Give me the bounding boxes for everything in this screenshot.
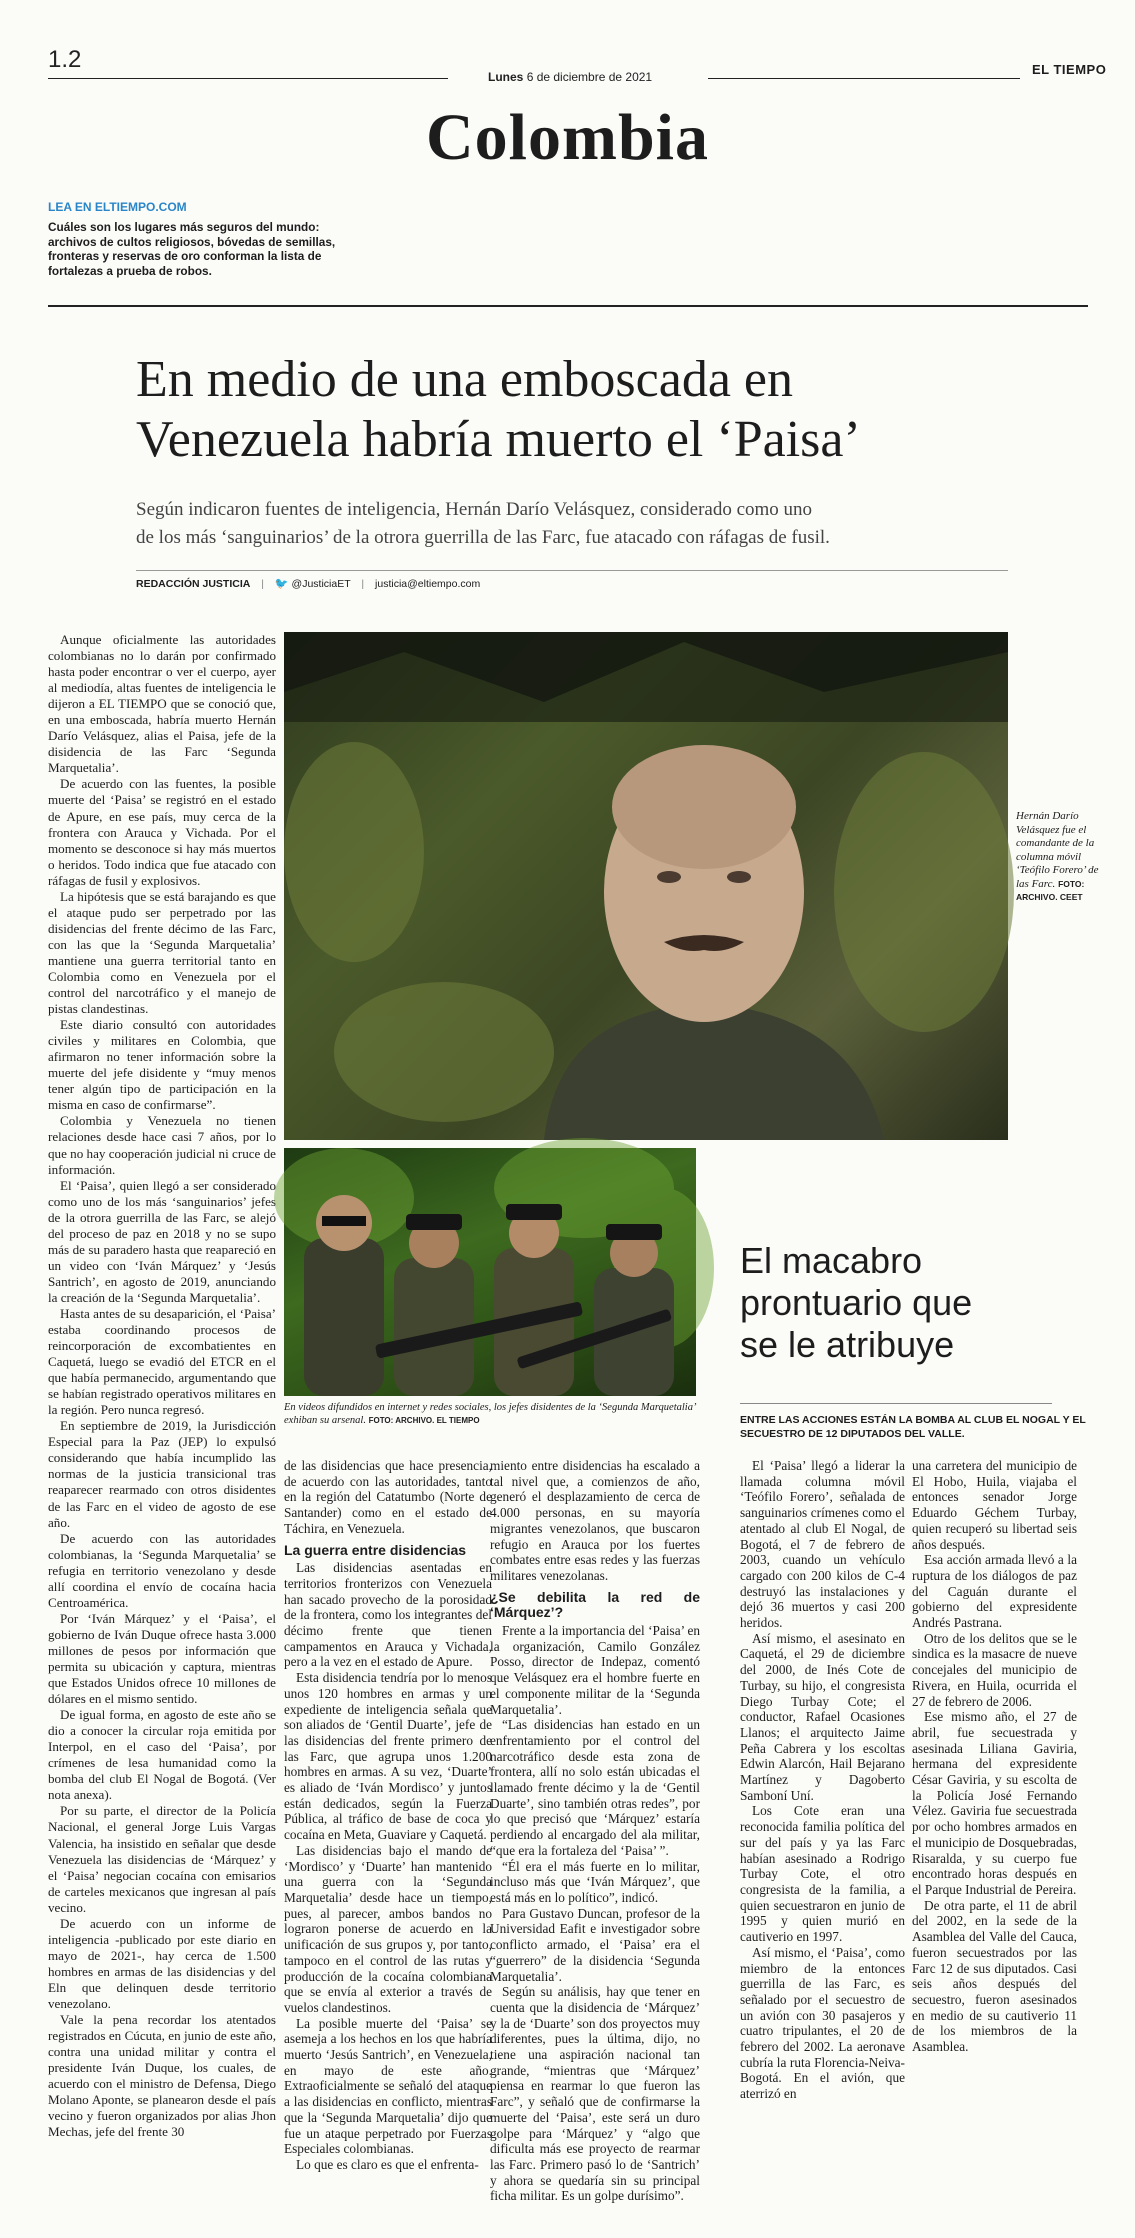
paragraph: Esa acción armada llevó a la ruptura de los diálogos de paz del Caguán durante el gobierno del expresidente Andrés Pastrana. xyxy=(912,1552,1077,1631)
header-date xyxy=(488,70,652,84)
photo1-caption xyxy=(1016,810,1106,905)
portrait-photo xyxy=(284,632,1008,1140)
paragraph: una carretera del municipio de El Hobo, Huila, viajaba el entonces senador Jorge Eduardo Géchem Turbay, quien recuperó su libertad seis años después. xyxy=(912,1458,1077,1552)
deck-line-1: Según indicaron fuentes de inteligencia, Hernán Darío Velásquez, considerado como uno xyxy=(136,499,813,520)
deck-line-2: de los más ‘sanguinarios’ de la otrora guerrilla de las Farc, fue atacado con ráfagas de fusil. xyxy=(136,527,830,548)
article-column-3 xyxy=(490,1458,700,2204)
paragraph: “Las disidencias han estado en un enfrentamiento por el control del narcotráfico desde esta zona de frontera, allí no solo están ubicadas el llamado frente décimo y la de ‘Gentil Duarte’, sino también otras redes”, por lo que precisó que ‘Márquez’ estaría perdiendo al encargado del ala militar, “que era la fortaleza del ‘Paisa’ ”. xyxy=(490,1717,700,1858)
paragraph: Ese mismo año, el 27 de abril, fue secuestrada y asesinada Liliana Gaviria, hermana del expresidente César Gaviria, y su escolta de la Policía José Fernando Vélez. Gaviria fue secuestrada por ocho hombres armados en el municipio de Dosquebradas, Risaralda, y su cuerpo fue encontrado horas después en el Parque Industrial de Pereira. xyxy=(912,1709,1077,1897)
article-column-2 xyxy=(284,1458,492,2172)
paragraph: Según su análisis, hay que tener en cuenta que la disidencia de ‘Márquez’ y la de ‘Duarte’ son dos proyectos muy diferentes, pues la última, dijo, no tiene una aspiración nacional tan grande, “mientras que ‘Márquez’ piensa en rearmar lo que fueron las Farc”, y señaló que de confirmarse la muerte del ‘Paisa’, este será un duro golpe para ‘Márquez’ y “algo que dificulta más ese proyecto de rearmar las Farc. Primero pasó lo de ‘Santrich’ y ahora se quedaría sin su principal ficha militar. Es un golpe durísimo”. xyxy=(490,1984,700,2204)
paragraph: Para Gustavo Duncan, profesor de la Universidad Eafit e investigador sobre conflicto armado, el ‘Paisa’ era el “guerrero” de la disidencia ‘Segunda Marquetalia’. xyxy=(490,1905,700,1984)
paragraph: Así mismo, el asesinato en Caquetá, el 29 de diciembre del 2000, de Inés Cote de Turbay, su hijo, el congresista Diego Turbay Cote; el conductor, Rafael Ocasiones Llanos; el arquitecto Jaime Peña Cabrera y los escoltas Edwin Alarcón, Hail Bejarano Martínez y Dagoberto Samboní Uní. xyxy=(740,1630,905,1803)
headline-line-1: En medio de una emboscada en xyxy=(136,351,793,408)
byline: REDACCIÓN JUSTICIA xyxy=(136,578,251,590)
photo1-caption-text: Hernán Darío Velásquez fue el comandante de la columna móvil ‘Teófilo Forero’ de las Farc. xyxy=(1016,810,1099,890)
paragraph: Por ‘Iván Márquez’ y el ‘Paisa’, el gobierno de Iván Duque ofrece hasta 3.000 millones de pesos por información que permita su ubicación y captura, mientras que Estados Unidos ofrece 10 millones de dólares en el mismo sentido. xyxy=(48,1610,276,1707)
photo1-credit: FOTO: ARCHIVO. CEET xyxy=(1016,878,1085,902)
paragraph: La hipótesis que se está barajando es que el ataque pudo ser perpetrado por las disidencias del frente décimo de las Farc, con las que la ‘Segunda Marquetalia’ mantiene una guerra territorial tanto en Colombia como en Venezuela por el control del narcotráfico y el manejo de pistas clandestinas. xyxy=(48,888,276,1017)
paragraph: Aunque oficialmente las autoridades colombianas no lo darán por confirmado hasta poder encontrar o ver el cuerpo, ayer al mediodía, altas fuentes de inteligencia le dijeron a EL TIEMPO que se conoció que, en una emboscada, habría muerto Hernán Darío Velásquez, alias el Paisa, jefe de la disidencia de las Farc ‘Segunda Marquetalia’. xyxy=(48,632,276,776)
paragraph: Los Cote eran una reconocida familia política del sur del país y ya las Farc habían asesinado a Rodrigo Turbay Cote, el otro congresista de la familia, a quien secuestraron en junio de 1995 y quien murió en cautiverio en 1997. xyxy=(740,1803,905,1945)
brand-logo: EL TIEMPO xyxy=(1032,62,1107,77)
portrait-illustration xyxy=(284,632,1008,1140)
armed-group-photo xyxy=(284,1148,696,1396)
paragraph: Colombia y Venezuela no tienen relaciones desde hace casi 7 años, por lo que no hay cooperación judicial ni cruce de información. xyxy=(48,1113,276,1177)
top-divider xyxy=(48,305,1088,307)
email-link[interactable]: justicia@eltiempo.com xyxy=(375,578,481,590)
section-title: Colombia xyxy=(425,101,710,174)
header-day: Lunes xyxy=(488,70,524,84)
header-rule-left xyxy=(48,78,448,79)
sidebar-column-b xyxy=(912,1458,1077,2158)
paragraph: De acuerdo con un informe de inteligencia -publicado por este diario en mayo de 2021-, hay cerca de 1.500 hombres en armas de las disidencias y del Eln que delinquen desde territorio venezolano. xyxy=(48,1915,276,2011)
photo2-credit: FOTO: ARCHIVO. EL TIEMPO xyxy=(368,1416,480,1425)
sidebar-rule xyxy=(740,1403,1052,1404)
sidebar-kicker: ENTRE LAS ACCIONES ESTÁN LA BOMBA AL CLUB EL NOGAL Y EL SECUESTRO DE 12 DIPUTADOS DEL VALLE. xyxy=(740,1414,1086,1440)
paragraph: Las disidencias asentadas en territorios fronterizos con Venezuela han sacado provecho de la porosidad de la frontera, como los integrantes del décimo frente que tienen campamentos en Arauca y Vichada, pero a la vez en el estado de Apure. xyxy=(284,1560,492,1670)
paragraph: Otro de los delitos que se le sindica es la masacre de nueve concejales del municipio de Rivera, en Huila, ocurrida el 27 de febrero de 2006. xyxy=(912,1630,1077,1709)
sidebar-column-a xyxy=(740,1458,905,2158)
paragraph: “Él era el más fuerte en lo militar, incluso más que ‘Iván Márquez’, que está más en lo político”, indicó. xyxy=(490,1858,700,1905)
paragraph: De acuerdo con las fuentes, la posible muerte del ‘Paisa’ se registró en el estado de Apure, en ese país, muy cerca de la frontera con Arauca y Vichada. Por el momento se desconoce si hay más muertos o heridos. Todo indica que fue atacado con ráfagas de fusil y explosivos. xyxy=(48,776,276,888)
paragraph: Frente a la importancia del ‘Paisa’ en la organización, Camilo González Posso, director de Indepaz, comentó que Velásquez era el hombre fuerte en el componente militar de la ‘Segunda Marquetalia’. xyxy=(490,1623,700,1717)
photo2-caption-text: En videos difundidos en internet y redes sociales, los jefes disidentes de la ‘Segunda Marquetalia’ exhiban su arsenal. xyxy=(284,1402,696,1426)
twitter-handle[interactable]: @JusticiaET xyxy=(291,578,351,590)
twitter-icon: 🐦 xyxy=(274,578,289,590)
page-number: 1.2 xyxy=(48,46,82,73)
paragraph: El ‘Paisa’ llegó a liderar la llamada columna móvil ‘Teófilo Forero’, señalada de sanguinarios crímenes como el atentado al club El Nogal, de Bogotá, el 7 de febrero de 2003, cuando un vehículo cargado con 200 kilos de C-4 destruyó las instalaciones y dejó 36 muertos y casi 200 heridos. xyxy=(740,1458,905,1631)
paragraph: Este diario consultó con autoridades civiles y militares en Colombia, que afirmaron no tener información sobre la muerte del jefe disidente y “muy menos tener algún tipo de participación en la misma en caso de confirmarse”. xyxy=(48,1017,276,1113)
paragraph: Así mismo, el ‘Paisa’, como miembro de la entonces guerrilla de las Farc, es señalado por el secuestro de un avión con 30 pasajeros y cuatro tripulantes, el 20 de febrero del 2002. La aeronave cubría la ruta Florencia-Neiva-Bogotá. En el avión, que aterrizó en xyxy=(740,1944,905,2102)
paragraph: El ‘Paisa’, quien llegó a ser considerado como uno de los más ‘sanguinarios’ jefes de la otrora guerrilla de las Farc, se alejó del proceso de paz en 2018 y no se supo más de su paradero hasta que reapareció en un video con ‘Iván Márquez’ y ‘Jesús Santrich’, en agosto de 2019, anunciando la creación de la ‘Segunda Marquetalia’. xyxy=(48,1177,276,1305)
group-illustration xyxy=(284,1148,696,1396)
paragraph: En septiembre de 2019, la Jurisdicción Especial para la Paz (JEP) lo expulsó considerando que había incumplido las normas de la justicia transicional tras reaparecer rearmado con otros disidentes de las Farc en el video de agosto de ese año. xyxy=(48,1418,276,1530)
subhead-guerra: La guerra entre disidencias xyxy=(284,1541,467,1558)
paragraph: Lo que es claro es que el enfrenta- xyxy=(296,2156,479,2172)
sidebar-headline xyxy=(740,1240,1040,1366)
paragraph: De acuerdo con las autoridades colombianas, la ‘Segunda Marquetalia’ se refugia en territorio venezolano y desde allí coordina el envío de cocaína hacia Centroamérica. xyxy=(48,1530,276,1610)
photo2-caption xyxy=(284,1401,696,1427)
article-column-1 xyxy=(48,632,276,2152)
header-rule-right xyxy=(708,78,1020,79)
paragraph: La posible muerte del ‘Paisa’ se asemeja a los hechos en los que habría muerto ‘Jesús Santrich’, en Venezuela, en mayo de este año. Extraoficialmente se señaló del ataque a las disidencias en conflicto, mientras que la ‘Segunda Marquetalia’ dijo que fue un ataque perpetrado por Fuerzas Especiales colombianas. xyxy=(284,2015,492,2157)
paragraph: Vale la pena recordar los atentados registrados en Cúcuta, en junio de este año, contra una unidad militar y contra el presidente Iván Duque, los cuales, de acuerdo con el ministro de Defensa, Diego Molano Aponte, se planearon desde el país vecino y fueron organizados por alias Jhon Mechas, jefe del frente 30 xyxy=(48,2012,276,2140)
promo-label[interactable]: LEA EN ELTIEMPO.COM xyxy=(48,200,187,214)
paragraph: De otra parte, el 11 de abril del 2002, en la sede de la Asamblea del Valle del Cauca, fueron secuestrados por las Farc 12 de sus diputados. Casi seis años después del secuestro, fueron asesinados en medio de su cautiverio 11 de los miembros de la Asamblea. xyxy=(912,1897,1077,2055)
paragraph: miento entre disidencias ha escalado a tal nivel que, a comienzos de año, generó el desplazamiento de cerca de 4.000 personas, en su mayoría migrantes venezolanos, que buscaron refugio en Arauca por los fuertes combates entre esas redes y las fuerzas militares venezolanas. xyxy=(490,1458,700,1583)
paragraph: Hasta antes de su desaparición, el ‘Paisa’ estaba coordinando procesos de reincorporación de excombatientes en Caquetá, luego se evadió del ETCR en el que había permanecido, argumentando que se habían registrado operativos militares en la región. Pero nunca regresó. xyxy=(48,1305,276,1418)
subhead-marquez: ¿Se debilita la red de ‘Márquez’? xyxy=(490,1588,700,1621)
paragraph: De igual forma, en agosto de este año se dio a conocer la circular roja emitida por Interpol, en el caso del ‘Paisa’, por crímenes de lesa humanidad como la bomba del club El Nogal de Bogotá. (Ver nota anexa). xyxy=(48,1707,276,1803)
byline-rule xyxy=(136,570,1008,571)
promo-text[interactable]: Cuáles son los lugares más seguros del mundo: archivos de cultos religiosos, bóvedas de semillas, fronteras y reservas de oro conforman la lista de fortalezas a prueba de robos. xyxy=(48,220,336,278)
byline-row: REDACCIÓN JUSTICIA | 🐦 @JusticiaET | justicia@eltiempo.com xyxy=(136,578,481,590)
headline-line-2: Venezuela habría muerto el ‘Paisa’ xyxy=(136,411,861,468)
paragraph: de las disidencias que hace presencia, de acuerdo con las autoridades, tanto en la región del Catatumbo (Norte de Santander) como en el estado de Táchira, en Venezuela. xyxy=(284,1458,492,1536)
paragraph: Las disidencias bajo el mando de ‘Mordisco’ y ‘Duarte’ han mantenido una guerra con la ‘Segunda Marquetalia’ desde hace un tiempo, pues, al parecer, ambos bandos no lograron ponerse de acuerdo en la unificación de sus grupos y, por tanto, tampoco en el control de las rutas y producción de la cocaína colombiana que se envía al exterior a través de vuelos clandestinos. xyxy=(284,1842,492,2015)
sidebar-headline-line-1: El macabro xyxy=(740,1240,923,1281)
paragraph: Esta disidencia tendría por lo menos unos 120 hombres en armas y un expediente de inteligencia señala que son aliados de ‘Gentil Duarte’, jefe de las disidencias del frente primero de las Farc, que agrupa unos 1.200 hombres en armas. A su vez, ‘Duarte’ es aliado de ‘Iván Mordisco’ y juntos están dedicados, según la Fuerza Pública, al tráfico de base de coca y cocaína en Meta, Guaviare y Caquetá. xyxy=(284,1670,492,1843)
sidebar-headline-line-2: prontuario que xyxy=(740,1282,973,1323)
sidebar-headline-line-3: se le atribuye xyxy=(740,1324,955,1365)
article-headline xyxy=(136,350,1036,470)
header-date-text: 6 de diciembre de 2021 xyxy=(526,70,653,84)
paragraph: Por su parte, el director de la Policía Nacional, el general Jorge Luis Vargas Valencia, ha insistido en señalar que desde Venezuela las disidencias de ‘Márquez’ y el ‘Paisa’ negocian cocaína con emisarios de carteles mexicanos que ingresan al país vecino. xyxy=(48,1803,276,1915)
article-deck xyxy=(136,496,1036,552)
